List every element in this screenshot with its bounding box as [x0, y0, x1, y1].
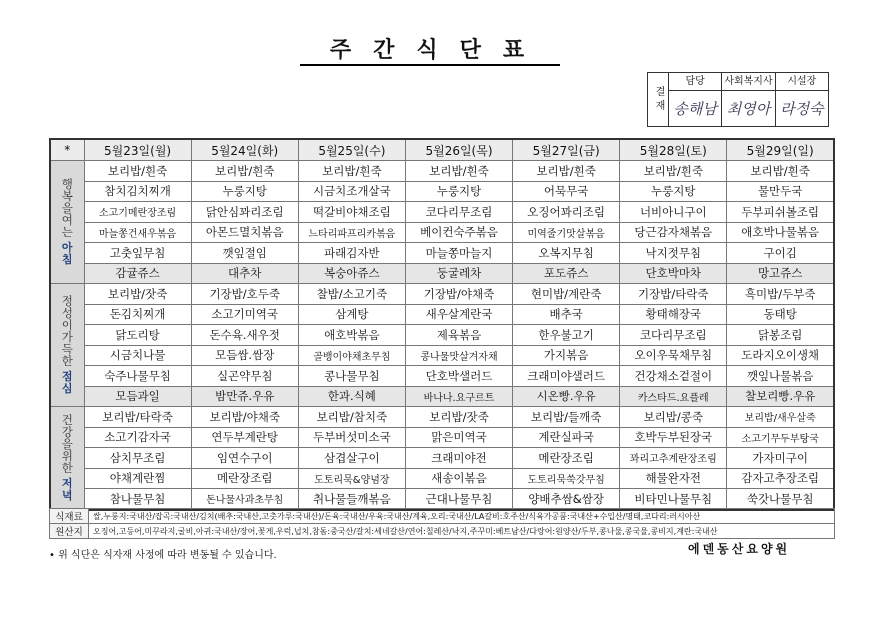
- dish-cell: 닭도리탕: [84, 325, 191, 346]
- dish-cell: 보리밥/야채죽: [191, 407, 298, 428]
- dish-cell: 삼겹살구이: [298, 448, 405, 469]
- dish-cell: 비타민나물무침: [620, 489, 727, 510]
- dish-cell: 바나나.요구르트: [405, 386, 512, 407]
- dish-cell: 누룽지탕: [191, 181, 298, 202]
- day-header: 5월23일(월): [84, 139, 191, 161]
- dish-cell: 낙지젓무침: [620, 243, 727, 264]
- menu-row: [50, 345, 834, 366]
- dish-cell: 두부버섯미소국: [298, 427, 405, 448]
- meal-label-main: 아침: [61, 241, 73, 266]
- dish-cell: 돈나물사과초무침: [191, 489, 298, 510]
- dish-cell: 코다리무조림: [405, 202, 512, 223]
- dish-cell: 야채계란찜: [84, 468, 191, 489]
- dish-cell: 보리밥/참치죽: [298, 407, 405, 428]
- menu-row: [50, 489, 834, 510]
- dish-cell: 단호박샐러드: [405, 366, 512, 387]
- meal-label-sub: 건강을위한: [61, 412, 73, 475]
- dish-cell: 취나물들깨볶음: [298, 489, 405, 510]
- weekly-menu-table: [49, 138, 835, 511]
- meal-label: [50, 284, 84, 407]
- dish-cell: 물만두국: [727, 181, 834, 202]
- approval-col-socialworker: [722, 73, 775, 126]
- dish-cell: 숙주나물무침: [84, 366, 191, 387]
- day-header: 5월29일(일): [727, 139, 834, 161]
- origin-table: [49, 508, 835, 539]
- dish-cell: 어묵무국: [513, 181, 620, 202]
- approval-label: [648, 73, 669, 126]
- dish-cell: 보리밥/흰죽: [298, 161, 405, 182]
- approval-col-director: [776, 73, 828, 126]
- dish-cell: 보리밥/흰죽: [727, 161, 834, 182]
- origin-label: 원산지: [50, 524, 89, 539]
- dish-cell: 콩나물맛살겨자채: [405, 345, 512, 366]
- dish-cell: 소고기무두부탕국: [727, 427, 834, 448]
- menu-row: [50, 202, 834, 223]
- dish-cell: 시금치조개살국: [298, 181, 405, 202]
- dish-cell: 흑미밥/두부죽: [727, 284, 834, 305]
- dish-cell: 찰보리빵.우유: [727, 386, 834, 407]
- menu-row: [50, 325, 834, 346]
- dish-cell: 크래미야전: [405, 448, 512, 469]
- dish-cell: 보리밥/콩죽: [620, 407, 727, 428]
- approval-role: 사회복지사: [722, 73, 774, 91]
- dish-cell: 크래미야샐러드: [513, 366, 620, 387]
- approval-role: 시설장: [776, 73, 828, 91]
- dish-cell: 새우살계란국: [405, 304, 512, 325]
- dish-cell: 카스타드.요플레: [620, 386, 727, 407]
- origin-label: 식재료: [50, 509, 89, 524]
- dish-cell: 해물완자전: [620, 468, 727, 489]
- menu-row: [50, 243, 834, 264]
- dish-cell: 참치김치찌개: [84, 181, 191, 202]
- dish-cell: 고춧잎무침: [84, 243, 191, 264]
- approval-box: [647, 72, 829, 127]
- dish-cell: 현미밥/계란죽: [513, 284, 620, 305]
- dish-cell: 소고기감자국: [84, 427, 191, 448]
- dish-cell: 기장밥/타락죽: [620, 284, 727, 305]
- dish-cell: 망고쥬스: [727, 263, 834, 284]
- dish-cell: 오징어꽈리조림: [513, 202, 620, 223]
- dish-cell: 기장밥/야채죽: [405, 284, 512, 305]
- dish-cell: 떡갈비야채조림: [298, 202, 405, 223]
- dish-cell: 모듬쌈.쌈장: [191, 345, 298, 366]
- dish-cell: 닭봉조림: [727, 325, 834, 346]
- dish-cell: 모듬과일: [84, 386, 191, 407]
- dish-cell: 포도쥬스: [513, 263, 620, 284]
- meal-label: [50, 407, 84, 510]
- dish-cell: 보리밥/흰죽: [405, 161, 512, 182]
- dish-cell: 마늘쫑마늘지: [405, 243, 512, 264]
- dish-cell: 콩나물무침: [298, 366, 405, 387]
- dish-cell: 꽈리고추계란장조림: [620, 448, 727, 469]
- dish-cell: 단호박마차: [620, 263, 727, 284]
- dish-cell: 도토리묵&양념장: [298, 468, 405, 489]
- approval-label-text: 결재: [653, 85, 664, 114]
- dish-cell: 연두부계란탕: [191, 427, 298, 448]
- dish-cell: 애호박나물볶음: [727, 222, 834, 243]
- dish-cell: 맑은미역국: [405, 427, 512, 448]
- dish-cell: 보리밥/잣죽: [84, 284, 191, 305]
- dish-cell: 밤만쥬.우유: [191, 386, 298, 407]
- dish-cell: 코다리무조림: [620, 325, 727, 346]
- dish-cell: 닭안심꽈리조림: [191, 202, 298, 223]
- dish-cell: 너비아니구이: [620, 202, 727, 223]
- dish-cell: 도라지오이생채: [727, 345, 834, 366]
- organization-name: 에덴동산요양원: [688, 542, 791, 556]
- day-header: 5월28일(토): [620, 139, 727, 161]
- dish-cell: 배추국: [513, 304, 620, 325]
- menu-row: [50, 304, 834, 325]
- meal-label-main: 저녁: [61, 476, 73, 502]
- menu-row: [50, 181, 834, 202]
- approval-signature: 최영아: [726, 100, 771, 118]
- day-header: 5월25일(수): [298, 139, 405, 161]
- dish-cell: 보리밥/들깨죽: [513, 407, 620, 428]
- dish-cell: 오복지무침: [513, 243, 620, 264]
- dish-cell: 새송이볶음: [405, 468, 512, 489]
- meal-label-sub: 정성이가득한: [61, 294, 73, 368]
- dish-cell: 대추차: [191, 263, 298, 284]
- menu-row: [50, 263, 834, 284]
- approval-signature: 라정숙: [780, 100, 824, 118]
- dish-cell: 황태해장국: [620, 304, 727, 325]
- meal-label-sub: 행복을여는: [61, 177, 73, 239]
- dish-cell: 가지볶음: [513, 345, 620, 366]
- dish-cell: 누룽지탕: [620, 181, 727, 202]
- dish-cell: 기장밥/호두죽: [191, 284, 298, 305]
- dish-cell: 보리밥/잣죽: [405, 407, 512, 428]
- dish-cell: 참나물무침: [84, 489, 191, 510]
- dish-cell: 감귤쥬스: [84, 263, 191, 284]
- menu-row: [50, 407, 834, 428]
- menu-row: [50, 366, 834, 387]
- dish-cell: 보리밥/흰죽: [513, 161, 620, 182]
- dish-cell: 메란장조림: [191, 468, 298, 489]
- dish-cell: 쑥갓나물무침: [727, 489, 834, 510]
- menu-row: [50, 222, 834, 243]
- dish-cell: 시금치나물: [84, 345, 191, 366]
- dish-cell: 미역줄기맛살볶음: [513, 222, 620, 243]
- footnote: • 위 식단은 식자재 사정에 따라 변동될 수 있습니다.: [49, 550, 277, 561]
- dish-cell: 메란장조림: [513, 448, 620, 469]
- dish-cell: 건강채소겉절이: [620, 366, 727, 387]
- dish-cell: 근대나물무침: [405, 489, 512, 510]
- day-header: 5월24일(화): [191, 139, 298, 161]
- dish-cell: 깻잎나물볶음: [727, 366, 834, 387]
- dish-cell: 보리밥/흰죽: [84, 161, 191, 182]
- approval-signature: 송해남: [673, 100, 717, 118]
- dish-cell: 삼계탕: [298, 304, 405, 325]
- dish-cell: 파래김자반: [298, 243, 405, 264]
- menu-row: [50, 386, 834, 407]
- dish-cell: 깻잎절임: [191, 243, 298, 264]
- dish-cell: 아몬드멸치볶음: [191, 222, 298, 243]
- dish-cell: 두부피쉬볼조림: [727, 202, 834, 223]
- dish-cell: 오이우묵채무침: [620, 345, 727, 366]
- menu-body: [50, 161, 834, 510]
- dish-cell: 구이김: [727, 243, 834, 264]
- dish-cell: 실곤약무침: [191, 366, 298, 387]
- day-header: 5월26일(목): [405, 139, 512, 161]
- dish-cell: 삼치무조림: [84, 448, 191, 469]
- dish-cell: 애호박볶음: [298, 325, 405, 346]
- dish-cell: 임연수구이: [191, 448, 298, 469]
- menu-row: [50, 468, 834, 489]
- dish-cell: 돈수육.새우젓: [191, 325, 298, 346]
- meal-label: [50, 161, 84, 284]
- dish-cell: 보리밥/흰죽: [191, 161, 298, 182]
- page-title: 주간식단표: [300, 36, 560, 66]
- dish-cell: 느타리파프리카볶음: [298, 222, 405, 243]
- dish-cell: 감자고추장조림: [727, 468, 834, 489]
- dish-cell: 보리밥/흰죽: [620, 161, 727, 182]
- approval-role: 담당: [669, 73, 721, 91]
- dish-cell: 한우불고기: [513, 325, 620, 346]
- dish-cell: 동태탕: [727, 304, 834, 325]
- dish-cell: 골뱅이야채초무침: [298, 345, 405, 366]
- origin-line: 오징어,고등어,미꾸라지,굴비,아귀:국내산/장어,꽃게,우럭,넙치,참돔:중국산/갈치:세네갈산/연어:칠레산/낙지,주꾸미:베트남산/다랑어:원양산/두부,콩나물,콩국물,콩비지,계란:국내산: [89, 524, 835, 539]
- dish-cell: 베이컨숙주볶음: [405, 222, 512, 243]
- approval-col-staff: [669, 73, 722, 126]
- menu-header-row: [50, 139, 834, 161]
- dish-cell: 마늘쫑건새우볶음: [84, 222, 191, 243]
- meal-label-main: 점심: [61, 370, 73, 395]
- dish-cell: 호박두부된장국: [620, 427, 727, 448]
- menu-row: [50, 161, 834, 182]
- dish-cell: 소고기메란장조림: [84, 202, 191, 223]
- dish-cell: 양배추쌈&쌈장: [513, 489, 620, 510]
- dish-cell: 한과.식혜: [298, 386, 405, 407]
- dish-cell: 제육볶음: [405, 325, 512, 346]
- dish-cell: 보리밥/새우살죽: [727, 407, 834, 428]
- dish-cell: 가자미구이: [727, 448, 834, 469]
- origin-line: 쌀,누룽지:국내산/잡곡:국내산/김치(배추:국내산,고춧가루:국내산)/돈육:국내산/우육:국내산/계육,오리:국내산/LA갈비:호주산/식육가공품:국내산+수입산/명태,코다리:러시아산: [89, 509, 835, 524]
- dish-cell: 도토리묵쑥갓무침: [513, 468, 620, 489]
- dish-cell: 시온빵.우유: [513, 386, 620, 407]
- menu-row: [50, 427, 834, 448]
- dish-cell: 둥굴레차: [405, 263, 512, 284]
- dish-cell: 누룽지탕: [405, 181, 512, 202]
- dish-cell: 소고기미역국: [191, 304, 298, 325]
- dish-cell: 복숭아쥬스: [298, 263, 405, 284]
- dish-cell: 계란실파국: [513, 427, 620, 448]
- menu-row: [50, 284, 834, 305]
- dish-cell: 보리밥/타락죽: [84, 407, 191, 428]
- dish-cell: 돈김치찌개: [84, 304, 191, 325]
- menu-row: [50, 448, 834, 469]
- dish-cell: 찰밥/소고기죽: [298, 284, 405, 305]
- header-marker: *: [50, 139, 84, 161]
- dish-cell: 당근감자채볶음: [620, 222, 727, 243]
- day-header: 5월27일(금): [513, 139, 620, 161]
